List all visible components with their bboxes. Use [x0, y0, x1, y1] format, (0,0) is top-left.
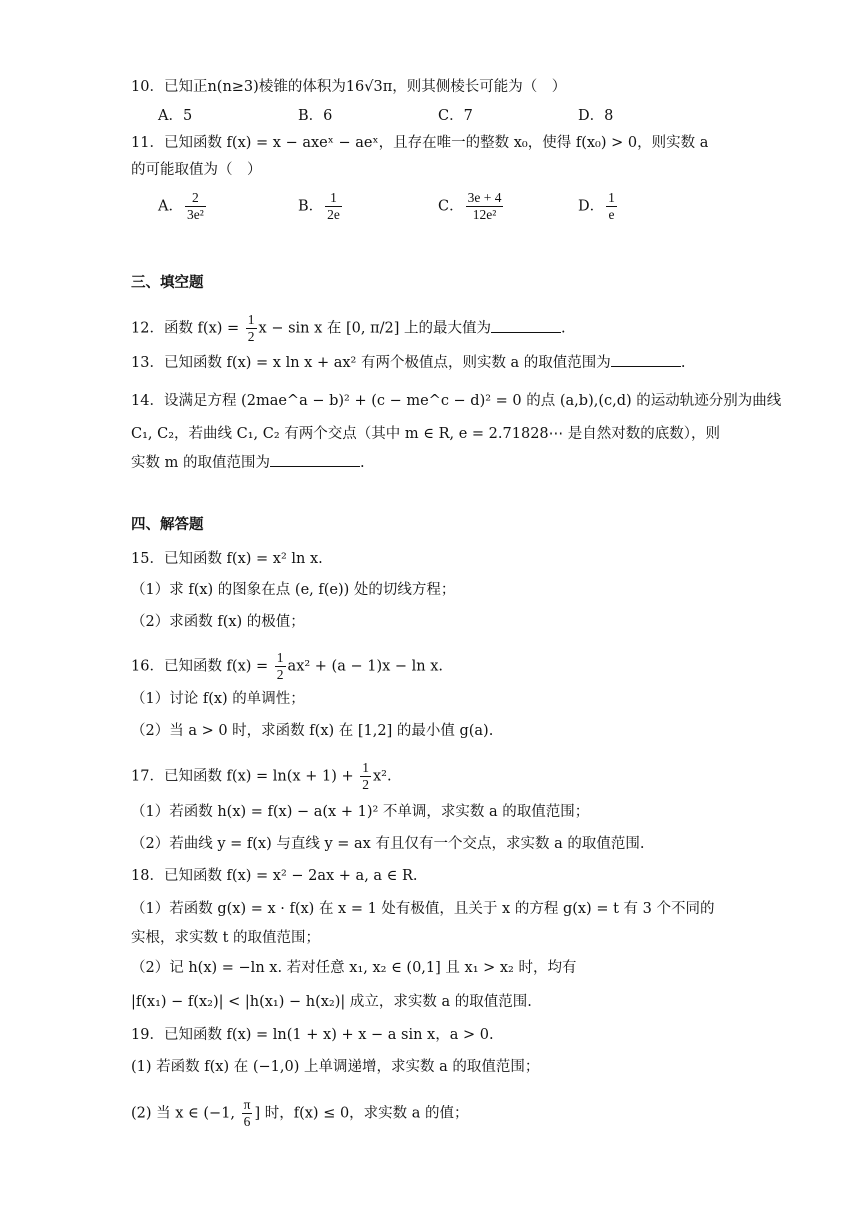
question-10-stem: 10．已知正n(n≥3)棱锥的体积为16√3π，则其侧棱长可能为（ ） — [131, 79, 567, 95]
question-18-stem: 18．已知函数 f(x) = x² − 2ax + a, a ∈ R. — [131, 868, 418, 884]
fraction: $\frac{1}{e}$ — [608, 190, 615, 222]
question-14-line-3: 实数 m 的取值范围为 . — [131, 452, 731, 473]
question-16-stem: 16．已知函数 f(x) = $\frac{1}{2}$ ax² + (a − 1)x − ln x. — [131, 650, 444, 682]
question-18-part-2: （2）记 h(x) = −ln x. 若对任意 x₁, x₂ ∈ (0,1] 且 x₁ > x₂ 时，均有 — [131, 960, 577, 976]
question-18-part-1-cont: 实根，求实数 t 的取值范围； — [131, 930, 321, 946]
question-12: 12．函数 f(x) = $\frac{1}{2}$ x − sin x 在 [0, π/2] 上的最大值为 . — [131, 312, 566, 344]
question-19-part-2: (2) 当 x ∈ (−1, $\frac{\pi}{6}$ ] 时，f(x) ≤ 0，求实数 a 的值； — [131, 1097, 469, 1129]
option-d: D． $\frac{1}{e}$ — [578, 190, 615, 222]
answer-blank — [491, 318, 561, 333]
question-19-stem: 19．已知函数 f(x) = ln(1 + x) + x − a sin x，a > 0. — [131, 1027, 494, 1043]
option-a: A． $\frac{2}{\text{3e²}}$ — [158, 190, 204, 222]
fraction: $\frac{1}{2}$ — [247, 312, 255, 344]
option-b: B． $\frac{1}{2e}$ — [298, 190, 340, 222]
question-16-part-2: （2）当 a > 0 时，求函数 f(x) 在 [1,2] 的最小值 g(a). — [131, 723, 494, 739]
question-11-options — [158, 190, 718, 223]
fraction: $\frac{\pi}{6}$ — [243, 1097, 251, 1129]
question-11-stem-cont: 的可能取值为（ ） — [131, 162, 262, 178]
question-15-part-2: （2）求函数 f(x) 的极值； — [131, 614, 305, 630]
option-b: B．6 — [298, 108, 333, 124]
question-10-options — [158, 104, 718, 125]
option-c: C． $\frac{3e + 4}{\text{12e²}}$ — [438, 190, 502, 222]
option-d: D．8 — [578, 108, 614, 124]
fraction: $\frac{3e + 4}{\text{12e²}}$ — [467, 190, 502, 222]
question-17-part-1: （1）若函数 h(x) = f(x) − a(x + 1)² 不单调，求实数 a 的取值范围； — [131, 804, 590, 820]
fraction: $\frac{1}{2}$ — [276, 650, 284, 682]
question-15-stem: 15．已知函数 f(x) = x² ln x. — [131, 551, 323, 567]
section-heading-fill-in: 三、填空题 — [131, 275, 204, 291]
question-17-stem: 17．已知函数 f(x) = ln(x + 1) + $\frac{1}{2}$ x². — [131, 760, 392, 792]
question-16-part-1: （1）讨论 f(x) 的单调性； — [131, 691, 305, 707]
question-15-part-1: （1）求 f(x) 的图象在点 (e, f(e)) 处的切线方程； — [131, 582, 456, 598]
fraction: $\frac{1}{2}$ — [362, 760, 369, 792]
answer-blank — [611, 352, 681, 367]
option-a: A．5 — [158, 108, 193, 124]
question-11-stem: 11．已知函数 f(x) = x − axeˣ − aeˣ，且存在唯一的整数 x₀，使得 f(x₀) > 0，则实数 a — [131, 135, 709, 151]
question-19-part-1: (1) 若函数 f(x) 在 (−1,0) 上单调递增，求实数 a 的取值范围； — [131, 1059, 540, 1075]
fraction: $\frac{2}{\text{3e²}}$ — [186, 190, 204, 222]
section-heading-solutions: 四、解答题 — [131, 517, 204, 533]
question-14-line-1: 14．设满足方程 (2mae^a − b)² + (c − me^c − d)² = 0 的点 (a,b),(c,d) 的运动轨迹分别为曲线 — [131, 393, 782, 409]
question-14-line-2: C₁, C₂，若曲线 C₁, C₂ 有两个交点（其中 m ∈ R, e = 2.71828⋯ 是自然对数的底数），则 — [131, 426, 720, 442]
question-18-part-2-cont: |f(x₁) − f(x₂)| < |h(x₁) − h(x₂)| 成立，求实数 a 的取值范围. — [131, 994, 532, 1010]
question-13: 13．已知函数 f(x) = x ln x + ax² 有两个极值点，则实数 a 的取值范围为 . — [131, 352, 731, 373]
fraction: $\frac{1}{2e}$ — [327, 190, 340, 222]
question-17-part-2: （2）若曲线 y = f(x) 与直线 y = ax 有且仅有一个交点，求实数 a 的取值范围. — [131, 836, 645, 852]
question-18-part-1: （1）若函数 g(x) = x · f(x) 在 x = 1 处有极值，且关于 x 的方程 g(x) = t 有 3 个不同的 — [131, 901, 715, 917]
answer-blank — [270, 452, 360, 467]
option-c: C．7 — [438, 108, 473, 124]
